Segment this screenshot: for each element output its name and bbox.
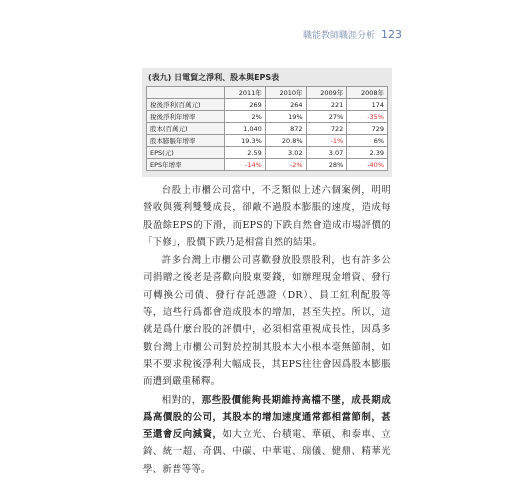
paragraph-3	[143, 392, 391, 478]
table-cell: 19%	[265, 111, 306, 123]
table-cell: 20.8%	[265, 135, 306, 147]
row-label: 稅後淨利(百萬元)	[147, 99, 225, 111]
column-header: 2011年	[225, 87, 266, 99]
paragraph-3-lead: 相對的，	[161, 394, 202, 406]
table-cell: 221	[306, 99, 347, 111]
table-cell-negative: -1%	[306, 135, 347, 147]
column-header	[147, 87, 225, 99]
table-cell: 264	[265, 99, 306, 111]
eps-table	[146, 86, 388, 171]
table-row	[147, 135, 388, 147]
table-cell: 1,040	[225, 123, 266, 135]
table-title: (表九) 日電貿之淨利、股本與EPS表	[148, 73, 280, 82]
table-cell: 269	[225, 99, 266, 111]
paragraph-2: 許多台灣上市櫃公司喜歡發放股票股利，也有許多公司捐贈之後老是喜歡向股東要錢，如辦理現金增資、發行可轉換公司債、發行存託憑證（DR）、員工紅利配股等等，這些行爲都會造成股本的增加，甚至失控。所以，這就是爲什麼台股的評價中，必須相當重視成長性，因爲多數台灣上市櫃公司對於控制其股本大小根本毫無節制，如果不要求稅後淨利大幅成長，其EPS往往會因爲股本膨脹而遭到嚴重稀釋。	[143, 255, 391, 388]
row-label: 股本膨脹年增率	[147, 135, 225, 147]
paragraph-3-tail: 如大立光、台積電、華碩、和泰車、立錡、統一超、奇偶、中碳、中華電、瑞儀、健鼎、精華光學、新普等等。	[143, 429, 391, 475]
running-header-title: 職能教師職涯分析	[302, 31, 375, 41]
table-cell: 2.39	[347, 147, 388, 159]
table-cell: 2%	[225, 111, 266, 123]
table-cell: 28%	[306, 159, 347, 171]
column-header: 2009年	[306, 87, 347, 99]
table-cell-negative: -40%	[347, 159, 388, 171]
row-label: 稅後淨利年增率	[147, 111, 225, 123]
table-cell: 27%	[306, 111, 347, 123]
table-row	[147, 111, 388, 123]
table-cell: 19.3%	[225, 135, 266, 147]
column-header: 2010年	[265, 87, 306, 99]
table-cell-negative: -2%	[265, 159, 306, 171]
row-label: 股本(百萬元)	[147, 123, 225, 135]
page-header	[303, 28, 402, 41]
table-cell: 872	[265, 123, 306, 135]
table-cell: 174	[347, 99, 388, 111]
table-cell: 2.59	[225, 147, 266, 159]
paragraph-1: 台股上市櫃公司當中，不乏類似上述六個案例，明明營收與獲利雙雙成長，卻敵不過股本膨脹的速度，造成每股盈餘EPS的下滑，而EPS的下跌自然會造成市場評價的「下修」，股價下跌乃是相當自然的結果。	[143, 185, 391, 248]
table-row	[147, 159, 388, 171]
table-cell: 3.02	[265, 147, 306, 159]
table-row	[147, 147, 388, 159]
table-cell: 722	[306, 123, 347, 135]
row-label: EPS(元)	[147, 147, 225, 159]
table-cell: 6%	[347, 135, 388, 147]
table-cell: 3.07	[306, 147, 347, 159]
column-header: 2008年	[347, 87, 388, 99]
page-number: 123	[381, 28, 402, 41]
row-label: EPS年增率	[147, 159, 225, 171]
table-row	[147, 123, 388, 135]
paragraph-3-emphasis: 那些股價能夠長期維持高檔不墜，成長期成爲高價股的公司，其股本的增加速度通常都相當節制，甚至還會反向減資，	[143, 394, 392, 441]
table-cell: 729	[347, 123, 388, 135]
table-cell-negative: -35%	[347, 111, 388, 123]
table-cell-negative: -14%	[225, 159, 266, 171]
eps-table-box	[142, 68, 392, 177]
body-text	[143, 182, 391, 479]
table-header-row	[147, 87, 388, 99]
table-row	[147, 99, 388, 111]
